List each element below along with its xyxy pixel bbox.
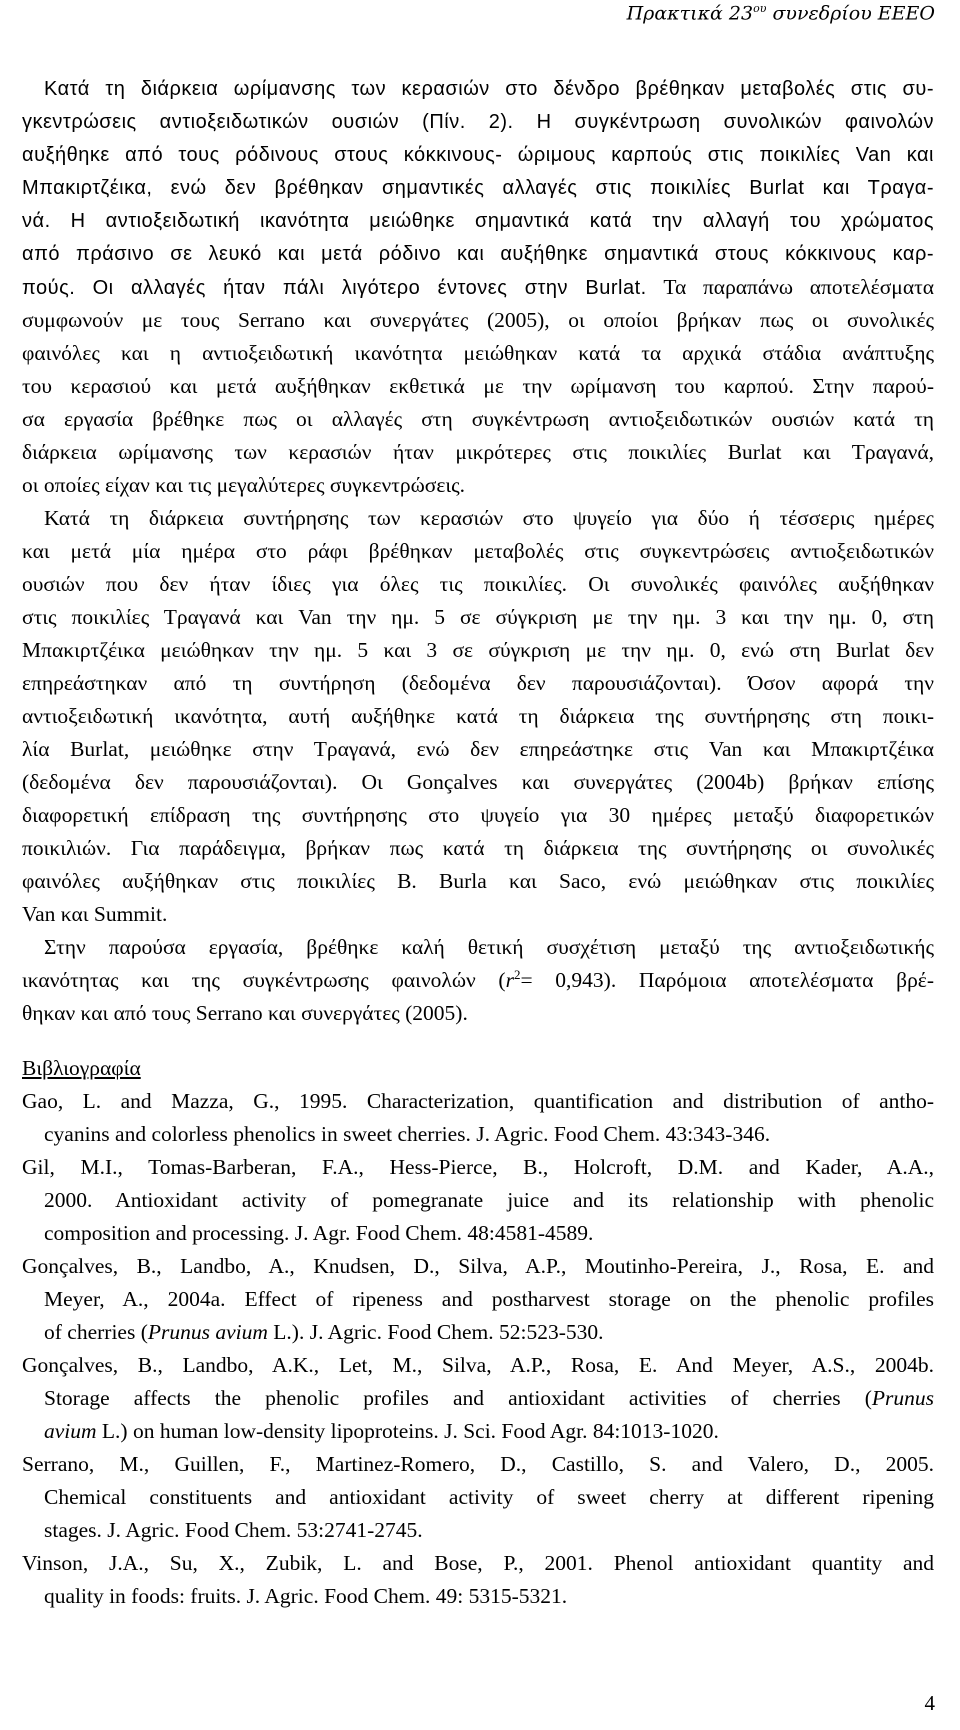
references-heading: Βιβλιογραφία — [22, 1056, 141, 1080]
ref-line: avium L.) on human low-density lipoproteins. J. Sci. Food Agr. 84:1013-1020. — [44, 1419, 719, 1443]
ref-line: composition and processing. J. Agr. Food Chem. 48:4581-4589. — [44, 1221, 594, 1245]
text-line: θηκαν και από τους Serrano και συνεργάτες (2005). — [22, 1001, 468, 1025]
text-line-mixed — [22, 271, 934, 304]
text-line: επηρεάστηκαν από τη συντήρηση (δεδομένα δεν παρουσιάζονται). Όσον αφορά την — [22, 671, 934, 695]
text-line — [22, 964, 934, 997]
reference-item — [22, 1448, 934, 1547]
ref-line: Storage affects the phenolic profiles and antioxidant activities of cherries (Prunus — [44, 1386, 934, 1410]
reference-item — [22, 1250, 934, 1349]
header-superscript: ου — [753, 2, 767, 15]
reference-item — [22, 1151, 934, 1250]
text-line: οι οποίες είχαν και τις μεγαλύτερες συγκεντρώσεις. — [22, 473, 466, 497]
body-text — [22, 73, 934, 1613]
text-line: του κερασιού και μετά αυξήθηκαν εκθετικά με την ωρίμανση του καρπού. Στην παρού- — [22, 374, 934, 398]
ref-line: stages. J. Agric. Food Chem. 53:2741-2745. — [44, 1518, 423, 1542]
page-header — [627, 2, 935, 24]
ref-line: Gonçalves, B., Landbo, A., Knudsen, D., Silva, A.P., Moutinho-Pereira, J., Rosa, E. and — [22, 1254, 934, 1278]
ref-line: Gil, M.I., Tomas-Barberan, F.A., Hess-Pierce, B., Holcroft, D.M. and Kader, A.A., — [22, 1155, 934, 1179]
text-line: αντιοξειδωτική ικανότητα, αυτή αυξήθηκε κατά τη διάρκεια της συντήρησης στη ποικι- — [22, 704, 934, 728]
superscript-2: 2 — [513, 967, 521, 982]
text-fragment: Τα παραπάνω αποτελέσματα — [646, 275, 934, 299]
text-line: και μετά μία ημέρα στο ράφι βρέθηκαν μεταβολές στις συγκεντρώσεις αντιοξειδωτικών — [22, 539, 934, 563]
ref-line: Meyer, A., 2004a. Effect of ripeness and postharvest storage on the phenolic profiles — [44, 1287, 934, 1311]
ref-line: cyanins and colorless phenolics in sweet cherries. J. Agric. Food Chem. 43:343-346. — [44, 1122, 771, 1146]
text-line: Στην παρούσα εργασία, βρέθηκε καλή θετική συσχέτιση μεταξύ της αντιοξειδωτικής — [44, 935, 934, 959]
page-number: 4 — [924, 1691, 935, 1715]
ref-line: Gonçalves, B., Landbo, A.K., Let, M., Silva, A.P., Rosa, E. And Meyer, A.S., 2004b. — [22, 1353, 934, 1377]
text-line: Μπακιρτζέικα μειώθηκαν την ημ. 5 και 3 σε σύγκριση με την ημ. 0, ενώ στη Burlat δεν — [22, 638, 934, 662]
text-line: ουσιών που δεν ήταν ίδιες για όλες τις ποικιλίες. Οι συνολικές φαινόλες αυξήθηκαν — [22, 572, 934, 596]
text-line: ποικιλιών. Για παράδειγμα, βρήκαν πως κατά τη διάρκεια της συντήρησης οι συνολικές — [22, 836, 934, 860]
text-fragment: = 0,943). Παρόμοια αποτελέσματα βρέ- — [520, 968, 934, 992]
text-line: φαινόλες και η αντιοξειδωτική ικανότητα μειώθηκαν κατά τα αρχικά στάδια ανάπτυξης — [22, 341, 934, 365]
ref-line: Chemical constituents and antioxidant activity of sweet cherry at different ripening — [44, 1485, 934, 1509]
text-line: νά. Η αντιοξειδωτική ικανότητα μειώθηκε σημαντικά κατά την αλλαγή του χρώματος — [22, 210, 934, 232]
text-line: (δεδομένα δεν παρουσιάζονται). Οι Gonçalves και συνεργάτες (2004b) βρήκαν επίσης — [22, 770, 934, 794]
text-line: λία Burlat, μειώθηκε στην Τραγανά, ενώ δεν επηρεάστηκε στις Van και Μπακιρτζέικα — [22, 737, 935, 761]
text-line: αυξήθηκε από τους ρόδινους στους κόκκινους- ώριμους καρπούς στις ποικιλίες Van και — [22, 144, 934, 166]
paragraph-storage — [22, 502, 934, 931]
text-line: διαφορετική επίδραση της συντήρησης στο ψυγείο για 30 ημέρες μεταξύ διαφορετικών — [22, 803, 934, 827]
reference-item — [22, 1349, 934, 1448]
text-line: γκεντρώσεις αντιοξειδωτικών ουσιών (Πίν. 2). Η συγκέντρωση συνολικών φαινολών — [22, 111, 934, 133]
text-line: Μπακιρτζέικα, ενώ δεν βρέθηκαν σημαντικές αλλαγές στις ποικιλίες Burlat και Τραγα- — [22, 177, 934, 199]
text-line: συμφωνούν με τους Serrano και συνεργάτες (2005), οι οποίοι βρήκαν πως οι συνολικές — [22, 308, 934, 332]
ref-line: quality in foods: fruits. J. Agric. Food Chem. 49: 5315-5321. — [44, 1584, 568, 1608]
ref-line: Vinson, J.A., Su, X., Zubik, L. and Bose, P., 2001. Phenol antioxidant quantity and — [22, 1551, 934, 1575]
text-line: διάρκεια ωρίμανσης των κερασιών ήταν μικρότερες στις ποικιλίες Burlat και Τραγανά, — [22, 440, 934, 464]
reference-item — [22, 1085, 934, 1151]
paragraph-correlation — [22, 931, 934, 1030]
ref-line: of cherries (Prunus avium L.). J. Agric. Food Chem. 52:523-530. — [44, 1320, 604, 1344]
text-fragment: ικανότητας και της συγκέντρωσης φαινολών ( — [22, 968, 506, 992]
ref-line: Serrano, M., Guillen, F., Martinez-Romero, D., Castillo, S. and Valero, D., 2005. — [22, 1452, 934, 1476]
text-line: σα εργασία βρέθηκε πως οι αλλαγές στη συγκέντρωση αντιοξειδωτικών ουσιών κατά τη — [22, 407, 934, 431]
text-line: Van και Summit. — [22, 902, 168, 926]
ref-line: 2000. Antioxidant activity of pomegranate juice and its relationship with phenolic — [44, 1188, 934, 1212]
reference-item — [22, 1547, 934, 1613]
text-line: Κατά τη διάρκεια ωρίμανσης των κερασιών στο δένδρο βρέθηκαν μεταβολές στις συ- — [44, 78, 934, 100]
text-line: Κατά τη διάρκεια συντήρησης των κερασιών στο ψυγείο για δύο ή τέσσερις ημέρες — [44, 506, 934, 530]
text-line: φαινόλες αυξήθηκαν στις ποικιλίες B. Burla και Saco, ενώ μειώθηκαν στις ποικιλίες — [22, 869, 934, 893]
text-line: από πράσινο σε λευκό και μετά ρόδινο και αυξήθηκε σημαντικά στους κόκκινους καρ- — [22, 243, 934, 265]
variable-r: r — [505, 968, 514, 992]
text-fragment: πούς. Οι αλλαγές ήταν πάλι λιγότερο έντονες στην Burlat. — [22, 277, 647, 299]
text-line: στις ποικιλίες Τραγανά και Van την ημ. 5 σε σύγκριση με την ημ. 3 και την ημ. 0, στη — [22, 605, 934, 629]
ref-line: Gao, L. and Mazza, G., 1995. Characterization, quantification and distribution of antho- — [22, 1089, 934, 1113]
header-title-rest: συνεδρίου ΕΕΕΟ — [766, 2, 935, 25]
paragraph-ripening — [22, 73, 934, 502]
header-title: Πρακτικά 23 — [626, 2, 754, 25]
